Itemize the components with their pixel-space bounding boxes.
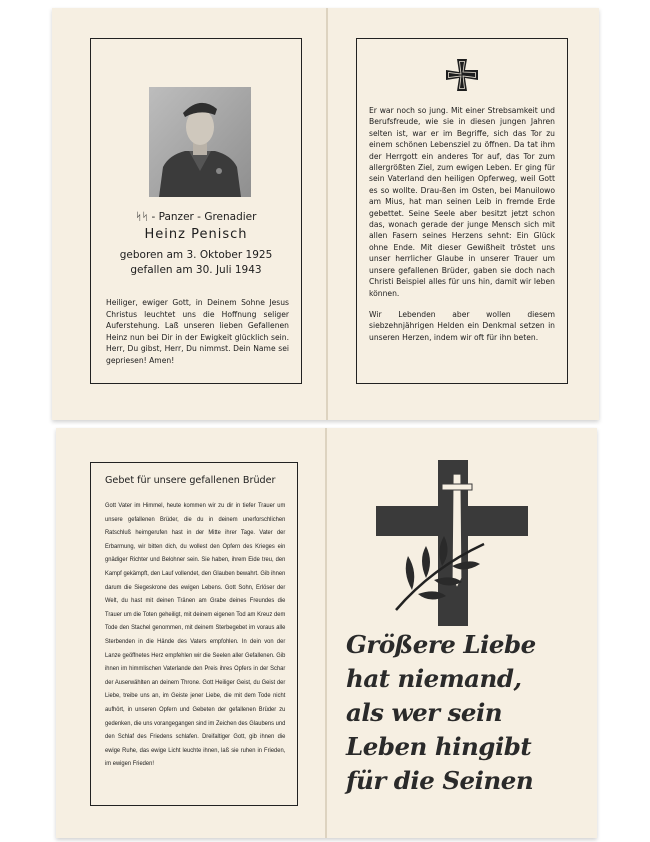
verse-line: für die Seinen <box>346 766 534 795</box>
card-fold <box>326 8 328 420</box>
verse-line: Leben hingibt <box>346 732 532 761</box>
card-fold <box>325 428 327 838</box>
deceased-name: Heinz Penisch <box>144 227 248 242</box>
prayer-title: Gebet für unsere gefallenen Brüder <box>105 475 276 486</box>
memorial-panel-left <box>90 38 302 384</box>
death-date: gefallen am 30. Juli 1943 <box>130 264 262 276</box>
card-outside <box>56 428 597 838</box>
prayer-panel <box>90 462 298 806</box>
eulogy-text: Er war noch so jung. Mit einer Strebsamkeit und Berufsfreude, wie sie in diesen jungen Jahren selten ist, war er im Begriffe, sich das Tor zu einem schönen Lebensziel zu öffnen. Da tat ihm der Herrgott ein anderes Tor auf, das Tor zum allergrößten Ziel, zum ewigen Leben. Er ging für sein Vaterland den heiligen Opferweg, weil Gott es so wollte. Drau-ßen im Osten, bei Manuilowo am Mius, hat man seinen Leib in fremde Erde gebettet. Seine Seele aber besitzt jetzt schon das, wonach gerade der junge Mensch sich mit allen Fasern seines Herzens sehnt: Ein Glück ohne Ende. Mit dieser Gewißheit tröstet uns unser herrlicher Glaube in unserer Trauer um unsere gefallenen Brüder, gaben sie doch nach Christi Beispiel alles für uns hin, damit wir leben können. <box>369 106 555 298</box>
verse-line: als wer sein <box>346 698 503 727</box>
bible-verse <box>346 628 566 798</box>
cross-with-sword-icon <box>372 460 532 626</box>
closing-text: Wir Lebenden aber wollen diesem siebzehnjährigen Helden ein Denkmal setzen in unseren Herzen, indem wir oft für ihn beten. <box>369 310 555 342</box>
long-prayer: Gott Vater im Himmel, heute kommen wir zu dir in tiefer Trauer um unsere gefallenen Brüder, die du in deinem unerforschlichen Ratschluß heimgerufen hast in der Mitte ihrer Tage. Vater der Erbarmung, wir bitten dich, du wollest den Opfern des Krieges ein gnädiger Richter und Belohner sein. Sie haben, ihrem Eide treu, den Kampf gekämpft, den Lauf vollendet, den Glauben bewahrt. Gib ihnen darum die Siegeskrone des ewigen Lebens. Gott Sohn, Erlöser der Welt, du hast mit deinen Tränen am Grabe deines Freundes die Trauer um die Toten geheiligt, mit deinem eigenen Tod am Kreuz dem Tode den Stachel genommen, mit deinem Sterbegebet im voraus alle Sterbenden in die Hände des Vaters empfohlen. In dein von der Lanze geöffnetes Herz empfehlen wir die Seelen aller Gefallenen. Gib ihnen im himmlischen Vaterlande den Preis ihres Opfers in der Schar der Auserwählten an deinem Throne. Gott Heiliger Geist, du Geist der Liebe, treibe uns an, im Geiste jener Liebe, die mit dem Tode nicht aufhört, in unseren Opfern und Gebeten der gefallenen Brüder zu gedenken, die uns vorangegangen sind im Zeichen des Glaubens und den Schlaf des Friedens schlafen. Dreifaltiger Gott, gib ihnen die ewige Ruhe, das ewige Licht leuchte ihnen, laß sie ruhen in Frieden, im ewigen Frieden! <box>105 502 286 768</box>
iron-cross-icon <box>444 57 480 93</box>
memorial-panel-right <box>356 38 568 384</box>
verse-line: Größere Liebe <box>346 630 536 659</box>
short-prayer: Heiliger, ewiger Gott, in Deinem Sohne Jesus Christus leuchtet uns die Hoffnung seliger Auferstehung. Laß unseren lieben Gefallenen Heinz nun bei Dir in der Ewigkeit glücklich sein. Herr, Du gibst, Herr, Du nimmst. Dein Name sei gepriesen! Amen! <box>106 298 289 365</box>
card-front-inside <box>52 8 599 420</box>
birth-date: geboren am 3. Oktober 1925 <box>119 249 273 261</box>
soldier-photo <box>149 87 251 197</box>
verse-line: hat niemand, <box>346 664 522 693</box>
rank-line: ᛋᛋ - Panzer - Grenadier <box>135 211 257 223</box>
